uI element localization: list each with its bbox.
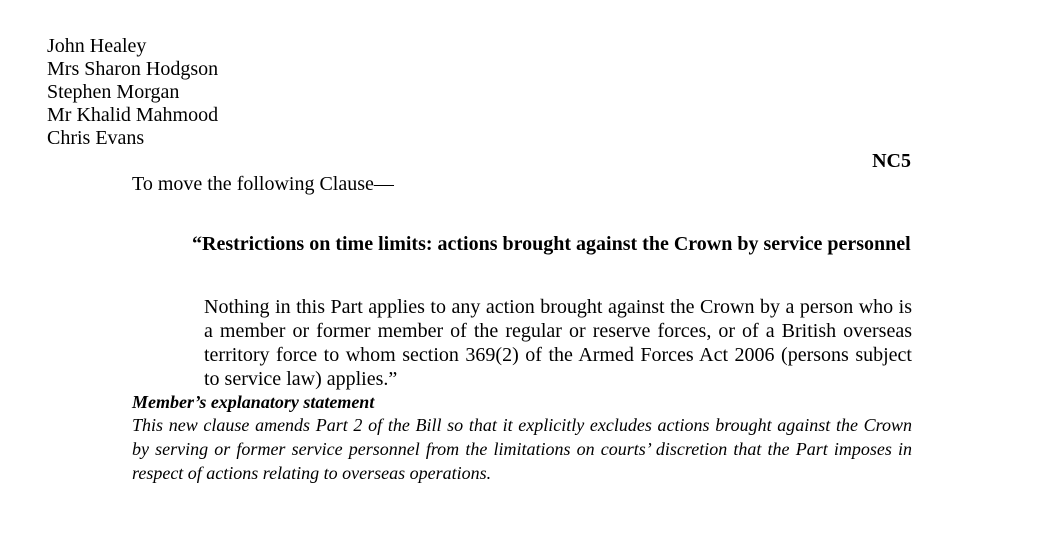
- sponsor-name: Stephen Morgan: [47, 81, 180, 103]
- clause-title: “Restrictions on time limits: actions brought against the Crown by service personnel: [192, 233, 911, 255]
- sponsor-name: John Healey: [47, 35, 147, 57]
- explanatory-statement-heading: Member’s explanatory statement: [132, 392, 375, 412]
- sponsor-name: Chris Evans: [47, 127, 145, 149]
- sponsor-name: Mrs Sharon Hodgson: [47, 58, 219, 80]
- clause-body: Nothing in this Part applies to any action brought against the Crown by a person who is a member or former member of the regular or reserve forces, or of a British overseas territory force to whom section 369(2) of the Armed Forces Act 2006 (persons subject to service law) applies.”: [204, 296, 912, 390]
- sponsor-name: Mr Khalid Mahmood: [47, 104, 219, 126]
- explanatory-statement-body: This new clause amends Part 2 of the Bill so that it explicitly excludes actions brought against the Crown by serving or former service personnel from the limitations on courts’ discretion that the Part imposes in respect of actions relating to overseas operations.: [132, 415, 912, 483]
- motion-intro: To move the following Clause—: [132, 173, 394, 195]
- amendment-id: NC5: [872, 150, 911, 172]
- sponsor-list: [47, 35, 218, 150]
